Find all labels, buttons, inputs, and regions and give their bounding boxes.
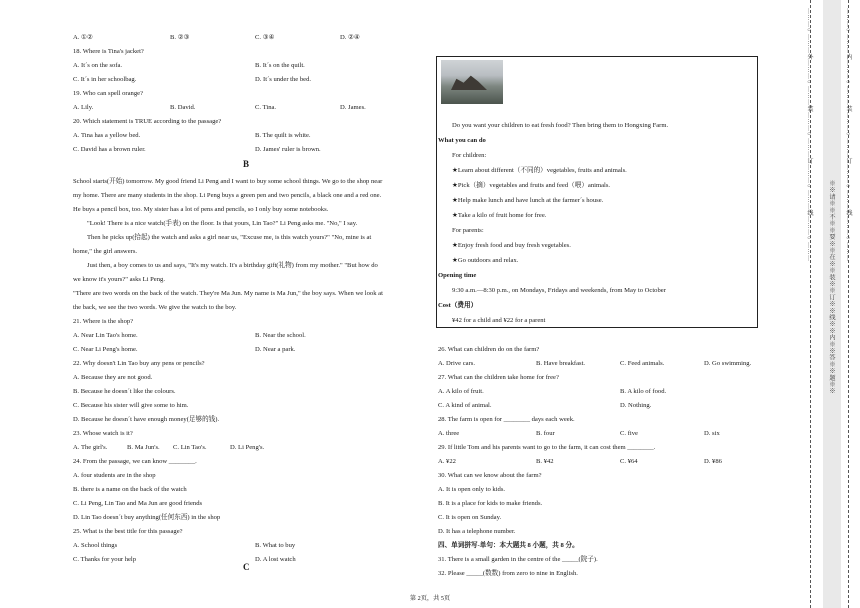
question-line: 25. What is the best title for this passage?	[73, 528, 183, 535]
question-line: B. Because he doesn´t like the colours.	[73, 388, 176, 395]
question-line: A. It´s on the sofa.	[73, 62, 123, 69]
question-line: 20. Which statement is TRUE according to the passage?	[73, 118, 222, 125]
binding-margin	[802, 0, 860, 608]
question-line: D. James' ruler is brown.	[255, 146, 321, 153]
question-line: B. Ma Jun's.	[127, 444, 160, 451]
ad-line: ★Go outdoors and relax.	[452, 257, 519, 264]
question-line: D. six	[704, 430, 720, 437]
question-line: 27. What can the children take home for free?	[438, 374, 559, 381]
question-line: B. It is a place for kids to make friends.	[438, 500, 543, 507]
question-line: 26. What can children do on the farm?	[438, 346, 540, 353]
question-line: A. School things	[73, 542, 118, 549]
ad-line: Do you want your children to eat fresh food? Then bring them to Hongxing Farm.	[452, 122, 669, 129]
question-line: D. James.	[340, 104, 366, 111]
question-line: B. David.	[170, 104, 196, 111]
question-line: 28. The farm is open for ________ days each week.	[438, 416, 575, 423]
passage-line: my home. There are many students in the shop. Li Peng buys a green pen and two pencils, a black one and a red one.	[73, 192, 382, 199]
question-line: C. It is open on Sunday.	[438, 514, 502, 521]
question-line: C. ¥64	[620, 458, 638, 465]
question-line: A. Drive cars.	[438, 360, 475, 367]
question-line: C. Feed animals.	[620, 360, 665, 367]
question-line: B. ¥42	[536, 458, 554, 465]
question-line: B. there is a name on the back of the watch	[73, 486, 187, 493]
question-line: A. Lily.	[73, 104, 94, 111]
farm-photo	[441, 60, 503, 104]
ad-line: For parents:	[452, 227, 484, 234]
question-line: C. Thanks for your help	[73, 556, 137, 563]
ad-line: ¥42 for a child and ¥22 for a parent	[452, 317, 546, 324]
question-line: D. Because he doesn´t have enough money(足够的钱).	[73, 416, 220, 423]
outer-binding-text: ………○………外………○………装………○………订………○………线………○………	[806, 8, 812, 262]
passage-line: Then he picks up(拾起) the watch and asks a girl near us, "Excuse me, is this watch yours?" "No, mine is at	[87, 234, 372, 241]
ad-line: Opening time	[438, 272, 477, 279]
question-line: D. Lin Tao doesn´t buy anything(任何东西) in the shop	[73, 514, 221, 521]
question-line: C. Tina.	[255, 104, 277, 111]
question-line: D. A lost watch	[255, 556, 296, 563]
question-line: B. Have breakfast.	[536, 360, 586, 367]
question-line: 18. Where is Tina's jacket?	[73, 48, 144, 55]
question-line: D. Go swimming.	[704, 360, 752, 367]
ad-line: Cost（费用）	[438, 302, 478, 309]
question-line: A. It is open only to kids.	[438, 486, 506, 493]
question-line: 29. If little Tom and his parents want to go to the farm, it can cost them ________.	[438, 444, 656, 451]
question-line: 22. Why doesn't Lin Tao buy any pens or pencils?	[73, 360, 205, 367]
question-line: A. three	[438, 430, 460, 437]
ad-line: ★Pick（摘）vegetables and fruits and feed（喂）animals.	[452, 182, 611, 189]
question-line: C. Lin Tao's.	[173, 444, 207, 451]
passage-line: we know it's yours?" asks Li Peng.	[73, 276, 165, 283]
ad-line: ★Take a kilo of fruit home for free.	[452, 212, 547, 219]
passage-line: home," the girl answers.	[73, 248, 138, 255]
question-line: D. It´s under the bed.	[255, 76, 312, 83]
inner-binding-text: ………○………内………○………装………○………订………○………线………○………	[845, 8, 851, 262]
question-line: A. The girl's.	[73, 444, 108, 451]
question-line: A. Near Lin Tao's home.	[73, 332, 138, 339]
ad-line: 9:30 a.m.—8:30 p.m., on Mondays, Fridays and weekends, from May to October	[452, 287, 666, 294]
question-line: B. It´s on the quilt.	[255, 62, 305, 69]
ad-line: What you can do	[438, 137, 486, 144]
passage-line: Just then, a boy comes to us and says, "It's my watch. It's a birthday gift(礼物) from my mother." "But how do	[87, 262, 378, 269]
passage-line: School starts(开始) tomorrow. My good friend Li Peng and I want to buy some school things. We go to the shop near	[73, 178, 383, 185]
question-line: B. Near the school.	[255, 332, 306, 339]
question-line: 21. Where is the shop?	[73, 318, 134, 325]
section-b-heading: B	[243, 159, 250, 169]
question-line: C. It´s in her schoolbag.	[73, 76, 137, 83]
ad-line: ★Learn about different（不同的）vegetables, fruits and animals.	[452, 167, 627, 174]
question-line: D. Near a park.	[255, 346, 296, 353]
section-c-heading: C	[243, 562, 250, 572]
passage-line: He buys a pencil box, too. My sister has a lot of pens and pencils, so I only buy some notebooks.	[73, 206, 329, 213]
ad-line: For children:	[452, 152, 487, 159]
question-line: A. Because they are not good.	[73, 374, 153, 381]
question-line: D. ¥86	[704, 458, 722, 465]
question-line: C. David has a brown ruler.	[73, 146, 146, 153]
question-line: 四、单词拼写-单句：本大题共 8 小题，共 8 分。	[438, 542, 579, 549]
question-line: 30. What can we know about the farm?	[438, 472, 542, 479]
question-line: A. four students are in the shop	[73, 472, 156, 479]
question-line: C. A kind of animal.	[438, 402, 492, 409]
question-line: B. four	[536, 430, 555, 437]
question-line: D. Nothing.	[620, 402, 652, 409]
question-line: B. What to buy	[255, 542, 296, 549]
question-line: A. Tina has a yellow bed.	[73, 132, 141, 139]
question-line: D. It has a telephone number.	[438, 528, 516, 535]
question-line: C. ③④	[255, 34, 275, 41]
question-line: C. Li Peng, Lin Tao and Ma Jun are good friends	[73, 500, 203, 507]
page-footer: 第 2页，共 5页	[409, 595, 451, 602]
question-line: B. A kilo of food.	[620, 388, 667, 395]
question-line: C. Near Li Peng's home.	[73, 346, 138, 353]
question-line: A. ①②	[73, 34, 93, 41]
question-line: A. A kilo of fruit.	[438, 388, 484, 395]
passage-line: "There are two words on the back of the watch. They're Ma Jun. My name is Ma Jun," the boy says. When we look at	[73, 290, 383, 297]
question-line: C. Because his sister will give some to him.	[73, 402, 189, 409]
question-line: D. Li Peng's.	[230, 444, 265, 451]
question-line: 23. Whose watch is it?	[73, 430, 133, 437]
question-line: 24. From the passage, we can know ________.	[73, 458, 197, 465]
question-line: C. five	[620, 430, 638, 437]
ad-line: ★Help make lunch and have lunch at the farmer´s house.	[452, 197, 604, 204]
question-line: 19. Who can spell orange?	[73, 90, 144, 97]
question-line: B. The quilt is white.	[255, 132, 311, 139]
question-line: D. ②④	[340, 34, 360, 41]
passage-line: the back, we see the two words. We give the watch to the boy.	[73, 304, 237, 311]
ad-line: ★Enjoy fresh food and buy fresh vegetables.	[452, 242, 571, 249]
question-line: B. ②③	[170, 34, 190, 41]
warning-text: ※※请※※不※※要※※在※※装※※订※※线※※内※※答※※题※※	[828, 180, 835, 395]
question-line: A. ¥22	[438, 458, 456, 465]
passage-line: "Look! There is a nice watch(手表) on the floor. Is that yours, Lin Tao?" Li Peng asks me. "No," I say.	[87, 220, 358, 227]
question-line: 31. There is a small garden in the centre of the _____(院子).	[438, 556, 598, 563]
question-line: 32. Please _____(数数) from zero to nine in English.	[438, 570, 578, 577]
